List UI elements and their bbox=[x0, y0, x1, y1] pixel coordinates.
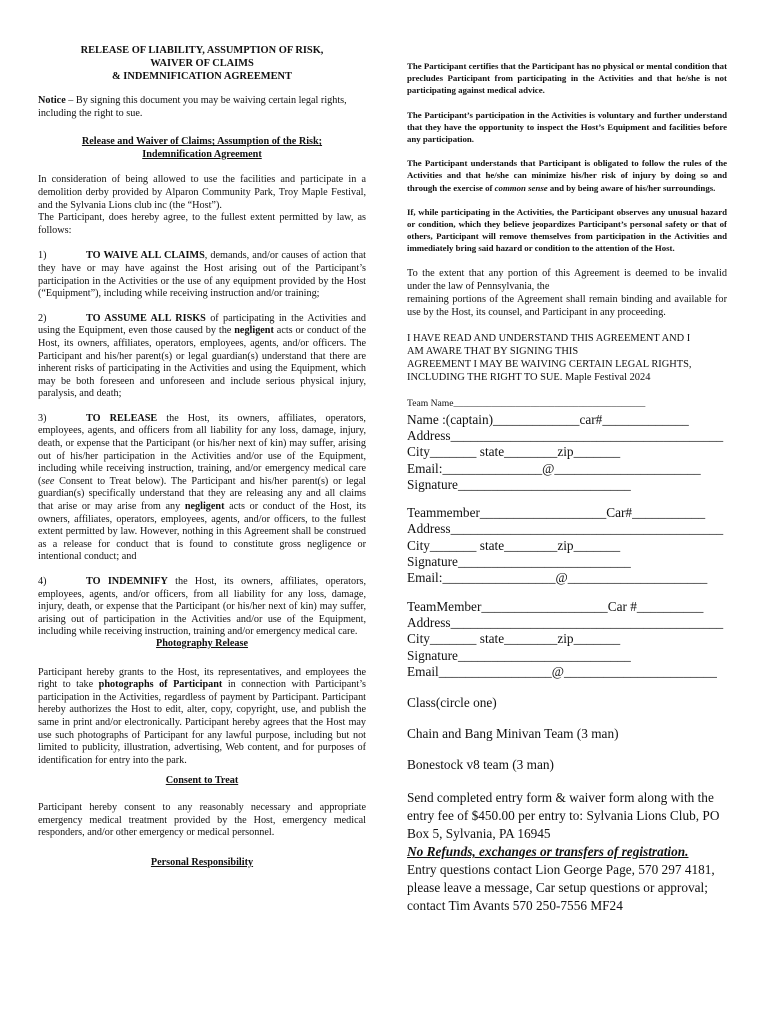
teammember-signature-field[interactable]: Signature__________________________ bbox=[407, 647, 631, 663]
left-column bbox=[38, 44, 366, 869]
intro-paragraph-1: In consideration of being allowed to use the facilities and participate in a demolition derby provided by Alparon Community Park, Troy Maple Festival, and the Sylvania Lions club inc (the “Host”). bbox=[38, 174, 366, 211]
class-heading: Class(circle one) bbox=[407, 695, 497, 711]
title-line-2: WAIVER OF CLAIMS bbox=[150, 58, 254, 69]
release-heading bbox=[38, 136, 366, 161]
severability-line-1: To the extent that any portion of this Agreement is deemed to be invalid under the law of Pennsylvania, the bbox=[407, 267, 727, 292]
send-text: Send completed entry form & waiver form along with the entry fee of $450.00 per entry to: Sylvania Lions Club, PO Box 5, Sylvania, PA 16945 bbox=[407, 790, 720, 842]
teammember-name-field[interactable]: TeamMember___________________Car #__________ bbox=[407, 598, 704, 614]
contact-text: Entry questions contact Lion George Page, 570 297 4181, please leave a message, Car setup questions or approval; contact Tim Avants 570 250-7556 MF24 bbox=[407, 862, 715, 914]
notice-label: Notice bbox=[38, 95, 66, 106]
personal-responsibility-heading: Personal Responsibility bbox=[150, 856, 254, 868]
clause-text: the Host, its owners, affiliates, operators, employees, agents, and officers from all liability for any loss, damage, injury, death, or expense that the Participant (or his/her next of kin) may suffer, arising out of his/her participation in the Activities and/or use of the Equipment, including while receiving instruction, training, and/or emergency medical care ( bbox=[38, 412, 366, 487]
clause-emphasis: negligent bbox=[184, 501, 225, 513]
photo-emphasis: photographs of Participant bbox=[98, 679, 223, 691]
clause-text: the Host, its owners, affiliates, operators, employees, agents, and/or officers, from all liability for any loss, damage, injury, death, or expense that the Participant (or his/her next of kin) may suffer, arising out of participation in the Activities and/or use of the Equipment, including while receiving instruction, training and/or emergency medical care. bbox=[38, 576, 366, 638]
photography-release-paragraph bbox=[38, 667, 366, 768]
class-option-minivan[interactable]: Chain and Bang Minivan Team (3 man) bbox=[407, 726, 619, 742]
clause-indemnify bbox=[38, 576, 366, 639]
clause-waive-claims bbox=[38, 250, 366, 300]
notice-paragraph bbox=[38, 95, 366, 120]
acknowledgement-line: I HAVE READ AND UNDERSTAND THIS AGREEMENT AND I bbox=[407, 332, 691, 344]
clause-number: 4) bbox=[38, 576, 47, 587]
teammember-city-field[interactable]: City_______ state________zip_______ bbox=[407, 537, 621, 553]
teammember-signature-field[interactable]: Signature__________________________ bbox=[407, 554, 631, 570]
acknowledgement-line: AGREEMENT I MAY BE WAIVING CERTAIN LEGAL RIGHTS, bbox=[407, 358, 692, 370]
send-entry-instructions bbox=[407, 789, 727, 915]
captain-signature-field[interactable]: Signature__________________________ bbox=[407, 476, 631, 492]
severability-line-2: remaining portions of the Agreement shall remain binding and available for use by the Host, its counsel, and Participant in any proceeding. bbox=[407, 293, 727, 318]
acknowledgement-line: INCLUDING THE RIGHT TO SUE. Maple Festival 2024 bbox=[407, 371, 651, 383]
captain-name-field[interactable]: Name :(captain)_____________car#_____________ bbox=[407, 411, 689, 427]
notice-text: – By signing this document you may be waiving certain legal rights, including the right to sue. bbox=[38, 95, 347, 119]
hazard-paragraph: If, while participating in the Activities, the Participant observes any unusual hazard or condition, which they believe jeopardizes Participant’s personal safety or that of others, Participant will remove themselves from participation in the Activities and immediately bring said hazard or condition to the attention of the Host. bbox=[407, 206, 727, 254]
clause-number: 3) bbox=[38, 412, 47, 424]
teammember-email-field[interactable]: Email:_________________@_____________________ bbox=[407, 570, 708, 586]
clause-number: 2) bbox=[38, 312, 47, 324]
clause-text: , demands, and/or causes of action that they have or may have against the Host arising out of the Participant’s participation in the Activities or the use of any equipment provided by the Host (“Equipment”), including while receiving instruction and/or training; bbox=[38, 250, 366, 300]
clause-text: Consent to Treat below). The Participant and his/her parent(s) or legal guardian(s) specifically understand that they are releasing any and all claims that arise or may arise from any bbox=[38, 475, 366, 513]
clause-lead: TO RELEASE bbox=[86, 412, 158, 424]
clause-lead: TO WAIVE ALL CLAIMS bbox=[86, 250, 205, 262]
rules-text: and by being aware of his/her surroundings. bbox=[547, 182, 716, 193]
captain-block bbox=[407, 412, 727, 493]
captain-city-field[interactable]: City_______ state________zip_______ bbox=[407, 444, 621, 460]
teammember-email-field[interactable]: Email_________________@_______________________ bbox=[407, 663, 717, 679]
teammember-city-field[interactable]: City_______ state________zip_______ bbox=[407, 631, 621, 647]
no-refunds-notice: No Refunds, exchanges or transfers of registration. bbox=[407, 844, 689, 860]
photo-text: in connection with Participant’s participation in the Activities, regardless of payment by Participant. Participant hereby authorizes the Host to edit, alter, copy, copyright, use, and publish the same in print and/or electronically. Participant hereby agrees that the Host may use such photographs of Participant for any lawful purpose, including but not limited to publicity, illustration, advertising, Web content, and for purposes of identification for entry into the park. bbox=[38, 679, 366, 766]
document-title bbox=[38, 44, 366, 83]
photo-text: Participant hereby grants to the Host, its representatives, and employees the right to take bbox=[38, 666, 366, 691]
clause-number: 1) bbox=[38, 250, 47, 262]
consent-paragraph: Participant hereby consent to any reasonably necessary and appropriate emergency medical treatment provided by the Host, emergency medical responders, and/or other emergency or medical personnel. bbox=[38, 801, 366, 839]
clause-assume-risks bbox=[38, 313, 366, 401]
title-line-1: RELEASE OF LIABILITY, ASSUMPTION OF RISK, bbox=[80, 45, 324, 56]
photography-release-heading: Photography Release bbox=[156, 637, 248, 649]
captain-address-field[interactable]: Address_________________________________________ bbox=[407, 427, 724, 443]
teammember-address-field[interactable]: Address_________________________________________ bbox=[407, 614, 724, 630]
clause-lead: TO INDEMNIFY bbox=[86, 576, 168, 587]
clause-lead: TO ASSUME ALL RISKS bbox=[86, 312, 206, 324]
acknowledgement bbox=[407, 332, 727, 384]
clause-italic: see bbox=[41, 475, 55, 487]
clause-text: of participating in the Activities and using the Equipment, even those caused by the bbox=[38, 312, 366, 337]
team-name-field[interactable]: Team Name________________________________________ bbox=[407, 397, 646, 409]
acknowledgement-line: AM AWARE THAT BY SIGNING THIS bbox=[407, 345, 579, 357]
rules-text: The Participant understands that Participant is obligated to follow the rules of the Activities and that he/she can minimize his/her risk of injury by doing so and through the exercise of bbox=[407, 158, 727, 193]
teammember-name-field[interactable]: Teammember___________________Car#___________ bbox=[407, 505, 706, 521]
release-heading-line-2: Indemnification Agreement bbox=[142, 148, 262, 160]
clause-text: acts or conduct of the Host, its owners, affiliates, operators, employees, agents, and/or officers. The Participant and his/her parent(s) or legal guardian(s) understand that there are inherent risks of participating in the Activities and using the Equipment, which may be both foreseen and unforeseen and include serious physical injury, paralysis, and death; bbox=[38, 325, 366, 400]
title-line-3: & INDEMNIFICATION AGREEMENT bbox=[112, 71, 292, 82]
clause-text: acts or conduct of the Host, its owners, affiliates, operators, employees, agents, and/or officers, to the fullest extent permitted by law. However, nothing in this Agreement shall be construed as a release for conduct that is found to constitute gross negligence or intentional conduct; and bbox=[38, 501, 366, 563]
release-heading-line-1: Release and Waiver of Claims; Assumption of the Risk; bbox=[81, 136, 323, 148]
voluntary-participation-paragraph: The Participant’s participation in the Activities is voluntary and further understand that they have the opportunity to inspect the Host’s Equipment and facilities before any participation. bbox=[407, 109, 727, 145]
class-option-bonestock[interactable]: Bonestock v8 team (3 man) bbox=[407, 757, 554, 773]
teammember-block-2 bbox=[407, 599, 727, 680]
follow-rules-paragraph bbox=[407, 157, 727, 194]
teammember-block-1 bbox=[407, 505, 727, 586]
teammember-address-field[interactable]: Address_________________________________________ bbox=[407, 521, 724, 537]
consent-to-treat-heading: Consent to Treat bbox=[165, 775, 239, 787]
clause-emphasis: negligent bbox=[234, 325, 274, 337]
intro-paragraph-2: The Participant, does hereby agree, to the fullest extent permitted by law, as follows: bbox=[38, 212, 366, 236]
clause-release bbox=[38, 413, 366, 564]
rules-italic: common sense bbox=[494, 182, 548, 193]
right-column bbox=[407, 60, 727, 915]
medical-condition-paragraph: The Participant certifies that the Participant has no physical or mental condition that precludes Participant from participating in the Activities and that he/she is not participating against medical advice. bbox=[407, 61, 727, 96]
captain-email-field[interactable]: Email:_______________@______________________ bbox=[407, 460, 701, 476]
